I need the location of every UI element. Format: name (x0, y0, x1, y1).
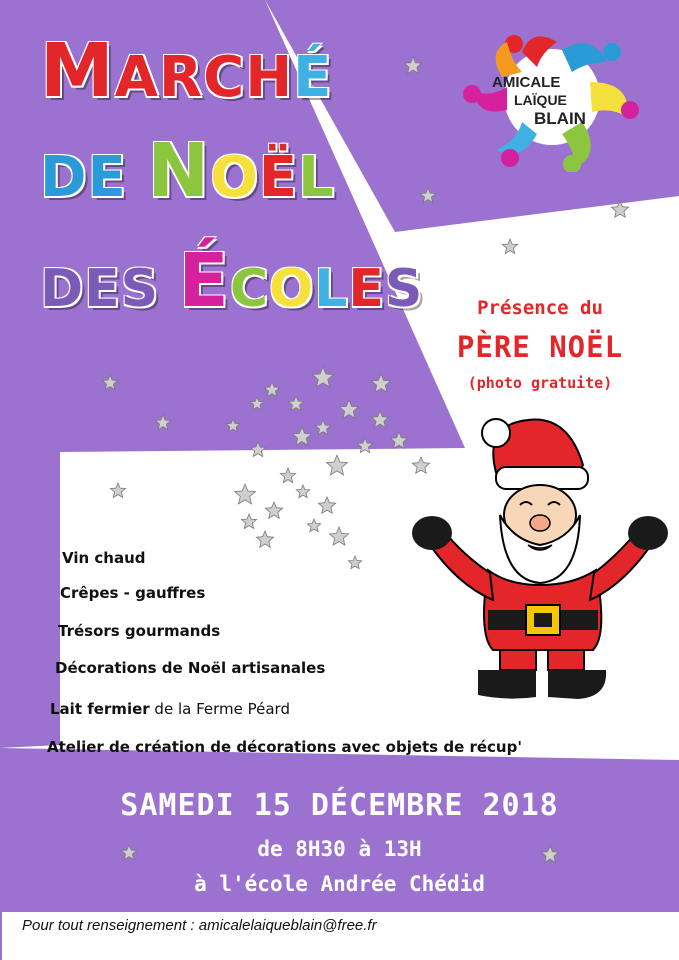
event-place: à l'école Andrée Chédid (194, 872, 485, 896)
title-letter: DE (40, 145, 127, 210)
event-date: SAMEDI 15 DÉCEMBRE 2018 (120, 788, 559, 823)
footer-contact: Pour tout renseignement : amicalelaiqueblain@free.fr (22, 917, 377, 934)
santa-claus-illustration (408, 405, 670, 705)
title-letter: E (348, 259, 385, 319)
star-icon (265, 502, 282, 518)
star-icon (110, 483, 125, 498)
star-icon (296, 485, 309, 498)
title-letter: C (229, 259, 269, 319)
star-icon (307, 519, 320, 532)
star-icon (256, 531, 273, 547)
star-icon (330, 527, 349, 545)
list-item: Crêpes - gauffres (60, 584, 206, 602)
list-item: Atelier de création de décorations avec objets de récup' (47, 738, 522, 756)
list-item: Décorations de Noël artisanales (55, 659, 326, 677)
list-item (50, 700, 290, 718)
title-line-3 (40, 238, 423, 324)
title-letter: O (268, 259, 315, 319)
star-icon (318, 497, 335, 513)
title-letter: M (40, 28, 115, 114)
list-item: Trésors gourmands (58, 622, 221, 640)
star-icon (241, 514, 256, 529)
star-icon (327, 455, 348, 475)
presence-line-1: Présence du (477, 297, 603, 319)
title-letter: DES (40, 259, 160, 319)
title-letter: Ë (258, 145, 299, 210)
title-letter: É (293, 45, 333, 110)
title-letter: É (178, 238, 230, 324)
title-letter: ARCH (114, 45, 294, 110)
logo-text-blain: BLAIN (534, 109, 586, 128)
presence-line-2: PÈRE NOËL (456, 330, 624, 364)
title-letter: O (210, 145, 259, 210)
title-letter: S (384, 259, 424, 319)
star-icon (235, 484, 256, 504)
event-hours: de 8H30 à 13H (257, 837, 422, 861)
list-item: Vin chaud (62, 549, 146, 567)
logo-text-laique: LAÏQUE (514, 92, 567, 108)
lait-label-bold: Lait fermier (50, 700, 150, 718)
title-letter: L (298, 145, 335, 210)
title-line-1 (40, 28, 332, 114)
logo-text-amicale: AMICALE (492, 74, 561, 91)
star-icon (502, 239, 517, 254)
star-icon (348, 556, 361, 569)
presence-line-3: (photo gratuite) (467, 374, 613, 392)
star-icon (280, 468, 295, 483)
title-letter: L (314, 259, 349, 319)
amicale-laique-logo (462, 22, 642, 172)
title-letter: N (147, 128, 211, 214)
title-line-2 (40, 128, 335, 214)
lait-label-normal: de la Ferme Péard (149, 700, 290, 718)
